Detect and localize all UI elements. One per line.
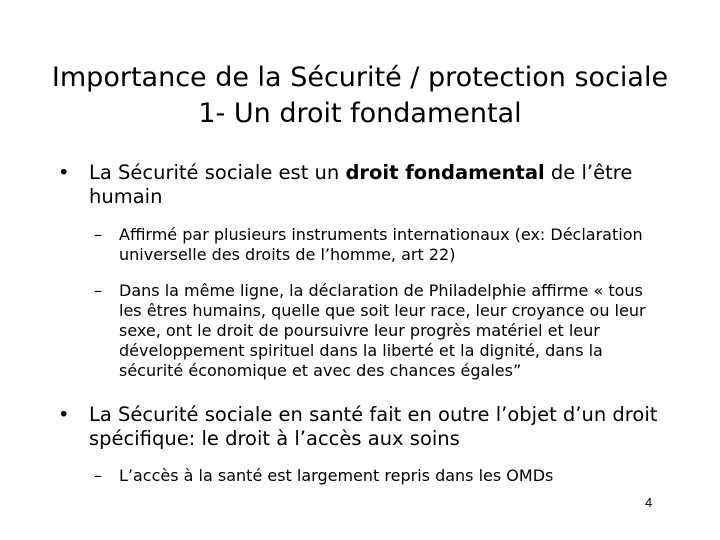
sub2-line-1: Dans la même ligne, la déclaration de Philadelphie affirme « tous [119,281,643,300]
bullet-mark: • [58,161,70,184]
bullet-mark: • [58,403,70,426]
dash-mark: – [94,225,102,244]
sub2-line-5: sécurité économique et avec des chances égales” [119,361,522,380]
bullet-text-post: de l’être [544,161,633,184]
bullet-text-pre: La Sécurité sociale est un [89,161,346,184]
sub1-line-1: Affirmé par plusieurs instruments internationaux (ex: Déclaration [119,225,643,244]
slide-title [0,60,720,132]
bullet2-line-1: La Sécurité sociale en santé fait en outre l’objet d’un droit [89,403,658,426]
bullet-text-bold: droit fondamental [345,161,545,184]
sub2-line-3: sexe, ont le droit de poursuivre leur progrès matériel et leur [119,321,600,340]
title-line-1: Importance de la Sécurité / protection sociale [51,62,669,93]
title-line-2: 1- Un droit fondamental [198,98,522,129]
sub2-line-4: développement spirituel dans la liberté et la dignité, dans la [119,341,603,360]
sub-bullet-omds [94,466,704,486]
dash-mark: – [94,281,102,300]
page-number: 4 [645,495,653,510]
bullet-droit-fondamental [58,161,708,209]
sub2-line-2: les êtres humains, quelle que soit leur race, leur croyance ou leur [119,301,646,320]
sub1-line-2: universelle des droits de l’homme, art 22) [119,245,456,264]
sub-bullet-instruments [94,225,704,265]
dash-mark: – [94,466,102,485]
bullet-acces-soins [58,403,708,451]
sub3-line-1: L’accès à la santé est largement repris dans les OMDs [119,466,554,485]
bullet-text [89,161,708,209]
bullet-text-line-2: humain [89,185,163,208]
sub-bullet-philadelphie [94,281,704,381]
bullet2-line-2: spécifique: le droit à l’accès aux soins [89,427,460,450]
